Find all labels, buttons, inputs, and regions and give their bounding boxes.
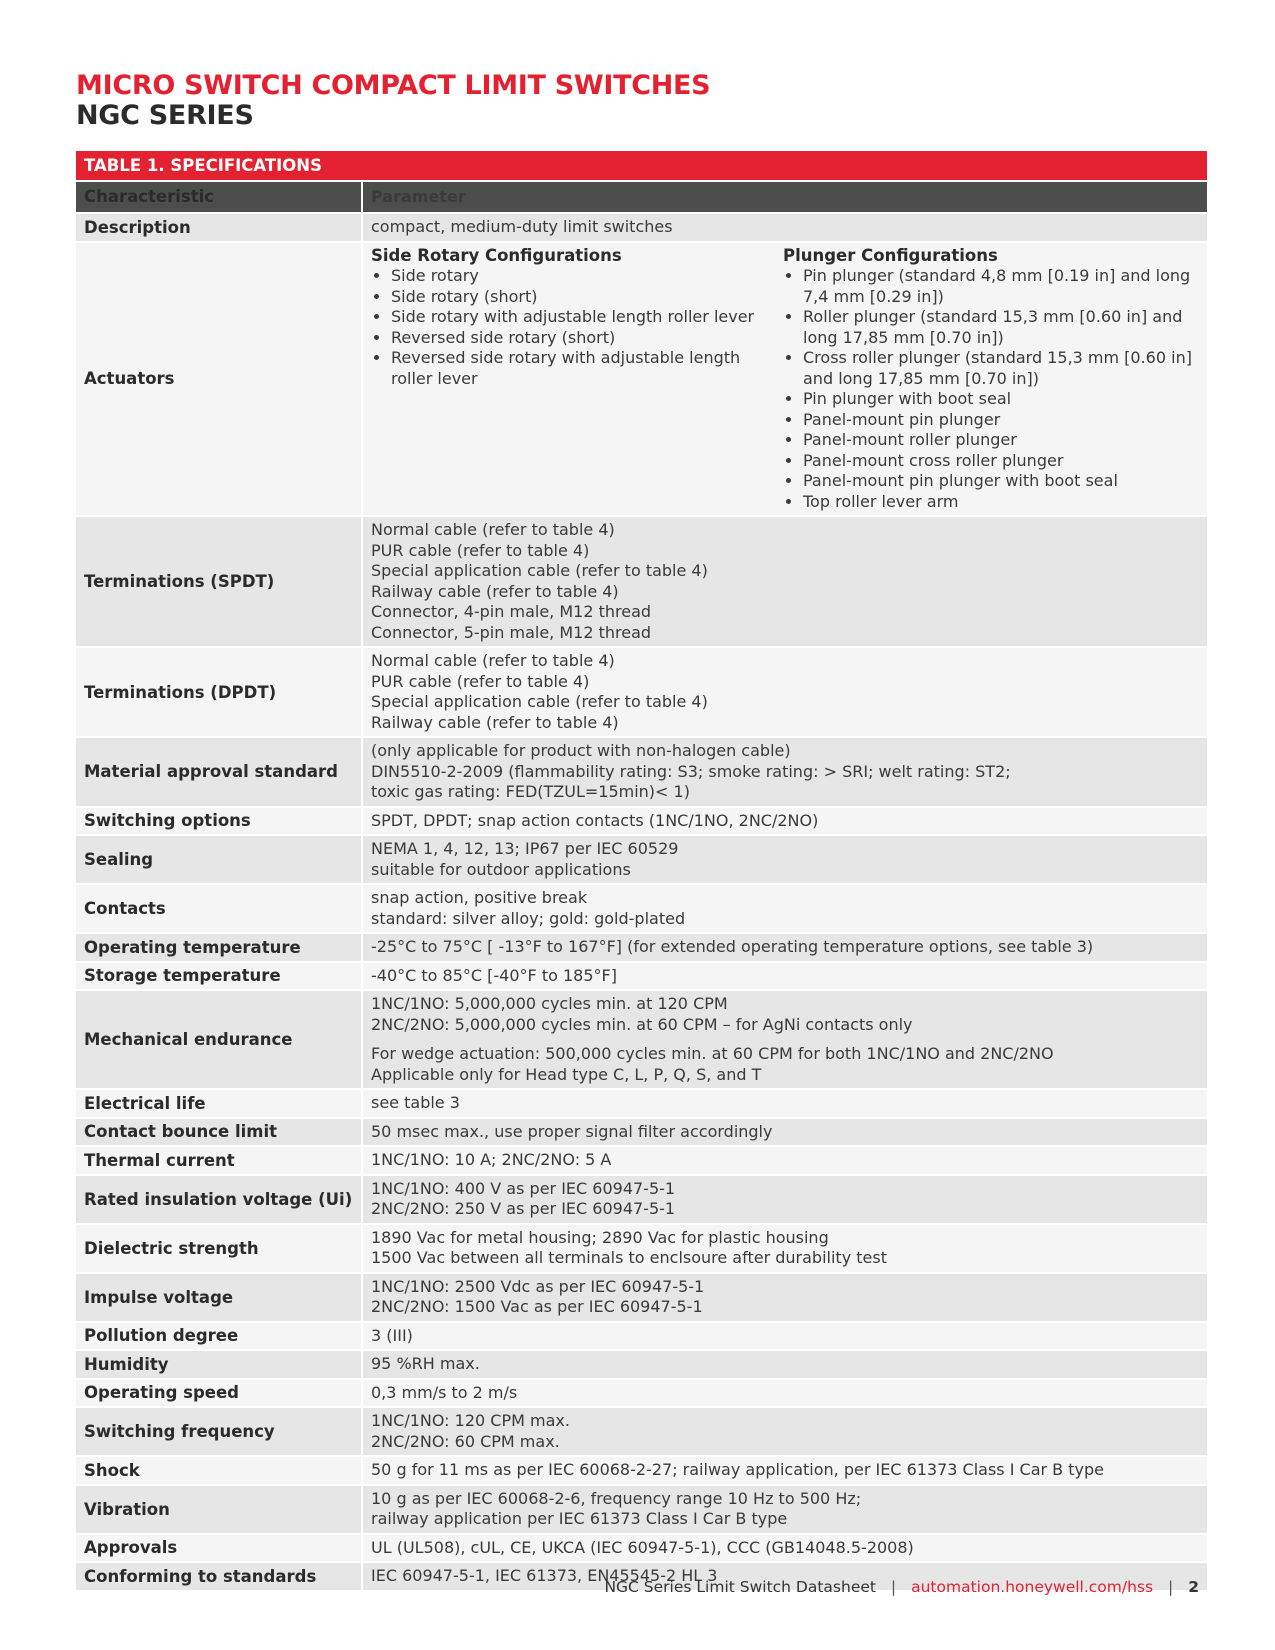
- value-line: UL (UL508), cUL, CE, UKCA (IEC 60947-5-1), CCC (GB14048.5-2008): [371, 1537, 914, 1557]
- value-line: 2NC/2NO: 5,000,000 cycles min. at 60 CPM – for AgNi contacts only: [371, 1014, 913, 1034]
- list-item: • Side rotary (short): [391, 287, 783, 308]
- row-value: [363, 1408, 1207, 1455]
- table-row: [76, 736, 1207, 806]
- row-label: Mechanical endurance: [76, 991, 363, 1088]
- value-line: snap action, positive break: [371, 888, 588, 907]
- value-line: Railway cable (refer to table 4): [371, 712, 619, 732]
- table-header-row: [76, 180, 1207, 212]
- row-value: [363, 1090, 1207, 1117]
- list-item: • Reversed side rotary (short): [391, 328, 783, 349]
- value-line: railway application per IEC 61373 Class I Car B type: [371, 1509, 788, 1528]
- row-label: Conforming to standards: [76, 1563, 363, 1590]
- table-row: [76, 212, 1207, 241]
- list-item: • Panel-mount pin plunger with boot seal: [803, 471, 1199, 492]
- value-line: 1890 Vac for metal housing; 2890 Vac for plastic housing: [371, 1227, 829, 1247]
- row-value: [363, 991, 1207, 1088]
- column-header-parameter: Parameter: [371, 187, 466, 206]
- row-label: Switching options: [76, 808, 363, 835]
- list-item: • Top roller lever arm: [803, 492, 1199, 513]
- value-line: Normal cable (refer to table 4): [371, 651, 615, 670]
- value-line: Special application cable (refer to table 4): [371, 561, 708, 580]
- row-value: [363, 934, 1207, 961]
- table-row: [76, 1533, 1207, 1562]
- footer-separator: |: [890, 1578, 897, 1596]
- page-footer: [604, 1578, 1199, 1596]
- row-label: Thermal current: [76, 1147, 363, 1174]
- row-label: Sealing: [76, 836, 363, 883]
- row-value: [363, 1225, 1207, 1272]
- row-label: Humidity: [76, 1351, 363, 1378]
- footer-website-link[interactable]: automation.honeywell.com/hss: [911, 1578, 1154, 1596]
- value-line: PUR cable (refer to table 4): [371, 540, 590, 560]
- table-title: TABLE 1. SPECIFICATIONS: [76, 151, 1207, 180]
- value-line: 1NC/1NO: 120 CPM max.: [371, 1411, 570, 1430]
- list-item: • Side rotary: [391, 266, 783, 287]
- table-row: [76, 241, 1207, 516]
- row-label: Terminations (SPDT): [76, 517, 363, 646]
- list-item: • Panel-mount roller plunger: [803, 430, 1199, 451]
- table-row: [76, 1088, 1207, 1117]
- page-subtitle: NGC SERIES: [76, 100, 254, 131]
- value-line: -40°C to 85°C [-40°F to 185°F]: [371, 965, 617, 985]
- row-label: Electrical life: [76, 1090, 363, 1117]
- table-row: [76, 883, 1207, 932]
- table-row: [76, 1272, 1207, 1321]
- value-line: standard: silver alloy; gold: gold-plated: [371, 908, 686, 928]
- list-item: • Roller plunger (standard 15,3 mm [0.60 in] and long 17,85 mm [0.70 in]): [803, 307, 1199, 348]
- value-line: 1500 Vac between all terminals to enclsoure after durability test: [371, 1248, 887, 1267]
- row-label: Operating temperature: [76, 934, 363, 961]
- value-line: Connector, 4-pin male, M12 thread: [371, 602, 652, 621]
- table-row: [76, 1223, 1207, 1272]
- value-line: -25°C to 75°C [ -13°F to 167°F] (for extended operating temperature options, see table 3): [371, 937, 1094, 956]
- row-label: Contacts: [76, 885, 363, 932]
- value-line: suitable for outdoor applications: [371, 859, 631, 879]
- table-row: [76, 1406, 1207, 1455]
- value-line: For wedge actuation: 500,000 cycles min. at 60 CPM for both 1NC/1NO and 2NC/2NO: [371, 1044, 1054, 1063]
- row-value: [363, 738, 1207, 806]
- table-row: [76, 1321, 1207, 1350]
- row-label: Pollution degree: [76, 1323, 363, 1350]
- list-item: • Cross roller plunger (standard 15,3 mm [0.60 in] and long 17,85 mm [0.70 in]): [803, 348, 1199, 389]
- footer-doc-title: NGC Series Limit Switch Datasheet: [604, 1578, 876, 1596]
- side-rotary-column: [371, 246, 783, 513]
- page-number: 2: [1188, 1578, 1199, 1596]
- side-rotary-list: [371, 266, 783, 389]
- value-line: Connector, 5-pin male, M12 thread: [371, 622, 652, 642]
- row-value: [363, 1147, 1207, 1174]
- list-item: • Panel-mount pin plunger: [803, 410, 1199, 431]
- value-line: IEC 60947-5-1, IEC 61373, EN45545-2 HL 3: [371, 1566, 718, 1585]
- plunger-list: [783, 266, 1199, 512]
- row-label: Material approval standard: [76, 738, 363, 806]
- row-label: Impulse voltage: [76, 1274, 363, 1321]
- value-line: 3 (III): [371, 1325, 413, 1345]
- column-header-characteristic: Characteristic: [76, 182, 363, 212]
- list-item: • Side rotary with adjustable length roller lever: [391, 307, 783, 328]
- row-label: Vibration: [76, 1486, 363, 1533]
- row-value: [363, 1176, 1207, 1223]
- value-line: 1NC/1NO: 400 V as per IEC 60947-5-1: [371, 1178, 676, 1198]
- value-line: (only applicable for product with non-halogen cable): [371, 741, 791, 760]
- table-row: [76, 1484, 1207, 1533]
- row-value: [363, 963, 1207, 990]
- plunger-column: [783, 246, 1199, 513]
- value-line: PUR cable (refer to table 4): [371, 671, 590, 691]
- row-label: Contact bounce limit: [76, 1119, 363, 1146]
- row-value: [363, 1380, 1207, 1407]
- row-value: [363, 1119, 1207, 1146]
- row-value: [363, 836, 1207, 883]
- value-line: 2NC/2NO: 250 V as per IEC 60947-5-1: [371, 1199, 676, 1218]
- row-value: [363, 1274, 1207, 1321]
- row-label: Switching frequency: [76, 1408, 363, 1455]
- table-row: [76, 932, 1207, 961]
- specifications-table: [76, 151, 1207, 1590]
- value-line: 2NC/2NO: 1500 Vac as per IEC 60947-5-1: [371, 1297, 703, 1316]
- list-item: • Pin plunger (standard 4,8 mm [0.19 in] and long 7,4 mm [0.29 in]): [803, 266, 1199, 307]
- row-label: Operating speed: [76, 1380, 363, 1407]
- row-value: [363, 1351, 1207, 1378]
- table-row: [76, 1174, 1207, 1223]
- value-line: toxic gas rating: FED(TZUL=15min)< 1): [371, 782, 690, 801]
- value-line: 50 msec max., use proper signal filter accordingly: [371, 1121, 773, 1141]
- row-label: Dielectric strength: [76, 1225, 363, 1272]
- value-line: Special application cable (refer to table 4): [371, 692, 708, 711]
- value-line: 2NC/2NO: 60 CPM max.: [371, 1431, 560, 1451]
- value-line: 10 g as per IEC 60068-2-6, frequency range 10 Hz to 500 Hz;: [371, 1488, 862, 1508]
- table-row: [76, 1378, 1207, 1407]
- row-value: [363, 1486, 1207, 1533]
- table-row: [76, 1145, 1207, 1174]
- value-line: 1NC/1NO: 2500 Vdc as per IEC 60947-5-1: [371, 1276, 705, 1296]
- value-line: 50 g for 11 ms as per IEC 60068-2-27; railway application, per IEC 61373 Class I Car B type: [371, 1460, 1104, 1479]
- row-value: [363, 243, 1207, 516]
- value-line: Applicable only for Head type C, L, P, Q, S, and T: [371, 1064, 762, 1084]
- row-value: [363, 808, 1207, 835]
- plunger-heading: Plunger Configurations: [783, 245, 998, 265]
- value-line: 95 %RH max.: [371, 1354, 480, 1373]
- page-title: MICRO SWITCH COMPACT LIMIT SWITCHES: [76, 70, 711, 101]
- row-value: [363, 1323, 1207, 1350]
- table-row: [76, 806, 1207, 835]
- footer-separator: |: [1168, 1578, 1174, 1596]
- value-line: SPDT, DPDT; snap action contacts (1NC/1NO, 2NC/2NO): [371, 810, 819, 830]
- value-line: compact, medium-duty limit switches: [371, 217, 673, 236]
- value-line: NEMA 1, 4, 12, 13; IP67 per IEC 60529: [371, 839, 679, 858]
- row-label: Rated insulation voltage (Ui): [76, 1176, 363, 1223]
- row-value: [363, 517, 1207, 646]
- table-row: [76, 1117, 1207, 1146]
- row-value: [363, 648, 1207, 736]
- list-item: • Panel-mount cross roller plunger: [803, 451, 1199, 472]
- table-row: [76, 834, 1207, 883]
- row-label: Approvals: [76, 1535, 363, 1562]
- table-row: [76, 989, 1207, 1088]
- value-line: 1NC/1NO: 5,000,000 cycles min. at 120 CPM: [371, 994, 728, 1013]
- row-value: [363, 885, 1207, 932]
- row-label: Actuators: [76, 243, 363, 516]
- row-label: Shock: [76, 1457, 363, 1484]
- row-label: Terminations (DPDT): [76, 648, 363, 736]
- list-item: • Reversed side rotary with adjustable length roller lever: [391, 348, 783, 389]
- table-row: [76, 515, 1207, 646]
- value-line: Normal cable (refer to table 4): [371, 520, 615, 539]
- side-rotary-heading: Side Rotary Configurations: [371, 245, 622, 265]
- value-line: see table 3: [371, 1093, 460, 1112]
- row-value: [363, 1535, 1207, 1562]
- row-label: Description: [76, 214, 363, 241]
- value-line: Railway cable (refer to table 4): [371, 581, 619, 601]
- value-line: 0,3 mm/s to 2 m/s: [371, 1382, 518, 1402]
- value-line: 1NC/1NO: 10 A; 2NC/2NO: 5 A: [371, 1150, 612, 1169]
- row-value: [363, 1457, 1207, 1484]
- table-row: [76, 1455, 1207, 1484]
- row-label: Storage temperature: [76, 963, 363, 990]
- table-row: [76, 646, 1207, 736]
- value-line: DIN5510-2-2009 (flammability rating: S3; smoke rating: > SRI; welt rating: ST2;: [371, 761, 1011, 781]
- row-value: [363, 214, 1207, 241]
- table-row: [76, 961, 1207, 990]
- table-row: [76, 1349, 1207, 1378]
- list-item: • Pin plunger with boot seal: [803, 389, 1199, 410]
